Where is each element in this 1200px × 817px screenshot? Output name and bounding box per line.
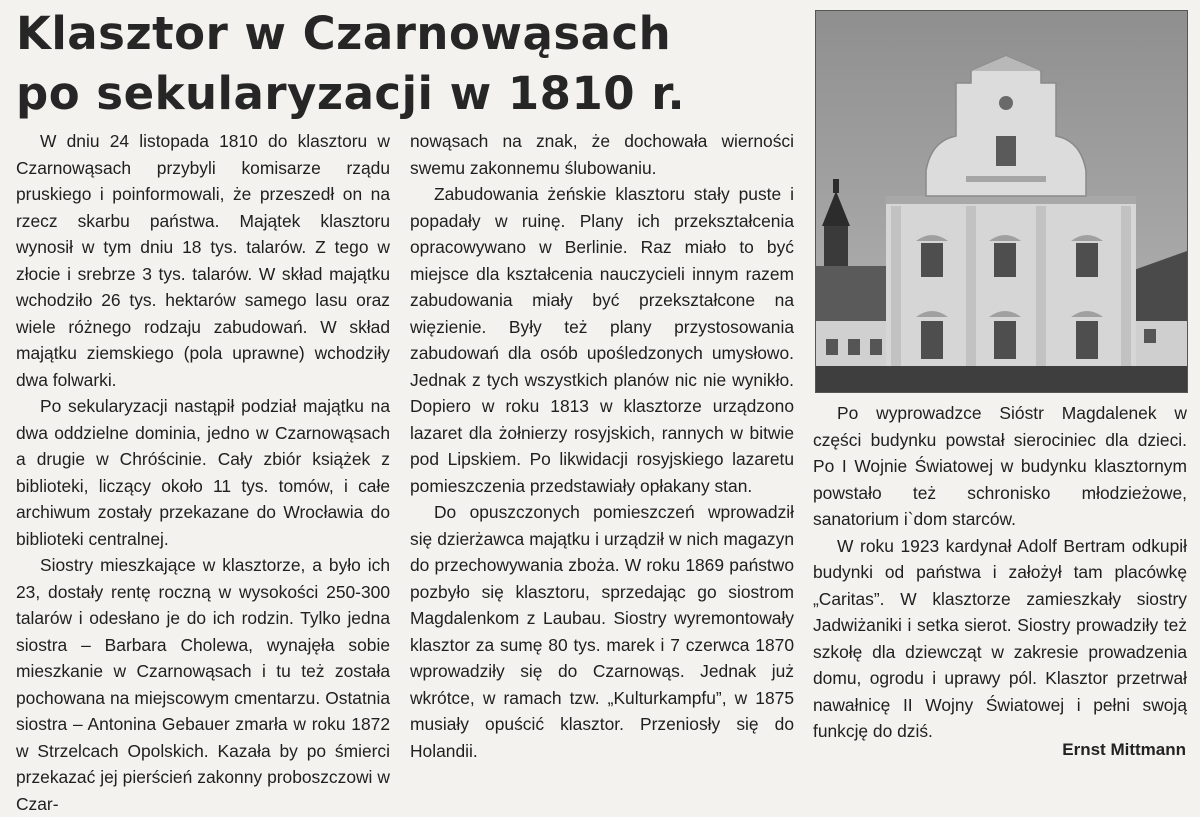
headline-line-2: po sekularyzacji w 1810 r. — [16, 67, 686, 120]
text-column-2 — [410, 128, 794, 764]
paragraph: Po wyprowadzce Sióstr Magdalenek w części budynku powstał sierociniec dla dzieci. Po I Wojnie Światowej w budynku klasztornym powstało też schronisko młodzieżowe, sanatorium i`dom starców. — [813, 403, 1187, 529]
text-column-3 — [813, 400, 1187, 745]
text-column-1 — [16, 128, 390, 817]
paragraph: Po sekularyzacji nastąpił podział majątku na dwa oddzielne dominia, jedno w Czarnowąsach a drugie w Chróścinie. Cały zbiór książek z biblioteki, liczący około 11 tys. tomów, i całe archiwum zostały przekazane do Wrocławia do biblioteki centralnej. — [16, 396, 390, 549]
paragraph-continued: nowąsach na znak, że dochowała wierności swemu zakonnemu ślubowaniu. — [410, 131, 794, 178]
paragraph: W roku 1923 kardynał Adolf Bertram odkupił budynki od państwa i założył tam placówkę „Caritas”. W klasztorze zamieszkały siostry Jadwiżaniki i setka sierot. Siostry prowadziły też szkołę dla dziewcząt w zakresie prowadzenia domu, ogrodu i uprawy pól. Klasztor przetrwał nawałnicę II Wojny Światowej i pełni swoją funkcję do dziś. — [813, 535, 1187, 741]
article-headline — [16, 4, 806, 124]
author-signature: Ernst Mittmann — [1062, 740, 1186, 759]
paragraph: W dniu 24 listopada 1810 do klasztoru w Czarnowąsach przybyli komisarze rządu pruskiego i poinformowali, że przeszedł on na rzecz skarbu państwa. Majątek klasztoru wynosił w tym dniu 18 tys. talarów. Z tego w złocie i srebrze 3 tys. talarów. W skład majątku wchodziło 26 tys. hektarów samego lasu oraz wiele różnego rodzaju zabudowań. W skład majątku ziemskiego (pola uprawne) wchodziły dwa folwarki. — [16, 131, 390, 390]
headline-line-1: Klasztor w Czarnowąsach — [16, 7, 672, 60]
paragraph: Zabudowania żeńskie klasztoru stały puste i popadały w ruinę. Plany ich przekształcenia opracowywano w Berlinie. Raz miało to być miejsce dla kształcenia nauczycieli innym razem zabudowania miały być przekształcone na więzienie. Były też plany przystosowania zabudowań dla osób upośledzonych umysłowo. Jednak z tych wszystkich planów nic nie wynikło. Dopiero w roku 1813 w klasztorze urządzono lazaret dla żołnierzy rosyjskich, rannych w bitwie pod Lipskiem. Po likwidacji rosyjskiego lazaretu pomieszczenia przedstawiały opłakany stan. — [410, 184, 794, 496]
paragraph: Siostry mieszkające w klasztorze, a było ich 23, dostały rentę roczną w wysokości 250-300 talarów i odesłano je do ich rodzin. Tylko jedna siostra – Barbara Cholewa, wynajęła sobie mieszkanie w Czarnowąsach i tu też została pochowana na miejscowym cmentarzu. Ostatnia siostra – Antonina Gebauer zmarła w roku 1872 w Strzelcach Opolskich. Kazała by po śmierci przekazać jej pierścień zakonny proboszczowi w Czar- — [16, 555, 390, 814]
monastery-building-photo-icon — [816, 11, 1187, 392]
monastery-photo — [815, 10, 1188, 393]
paragraph: Do opuszczonych pomieszczeń wprowadził się dzierżawca majątku i urządził w nich magazyn do przechowywania zboża. W roku 1869 państwo pozbyło się klasztoru, sprzedając go siostrom Magdalenkom z Laubau. Siostry wyremontowały klasztor za sumę 80 tys. marek i 7 czerwca 1870 wprowadziły się do Czarnowąs. Jednak już wkrótce, w ramach tzw. „Kulturkampfu”, w 1875 musiały opuścić klasztor. Przeniosły się do Holandii. — [410, 502, 794, 761]
